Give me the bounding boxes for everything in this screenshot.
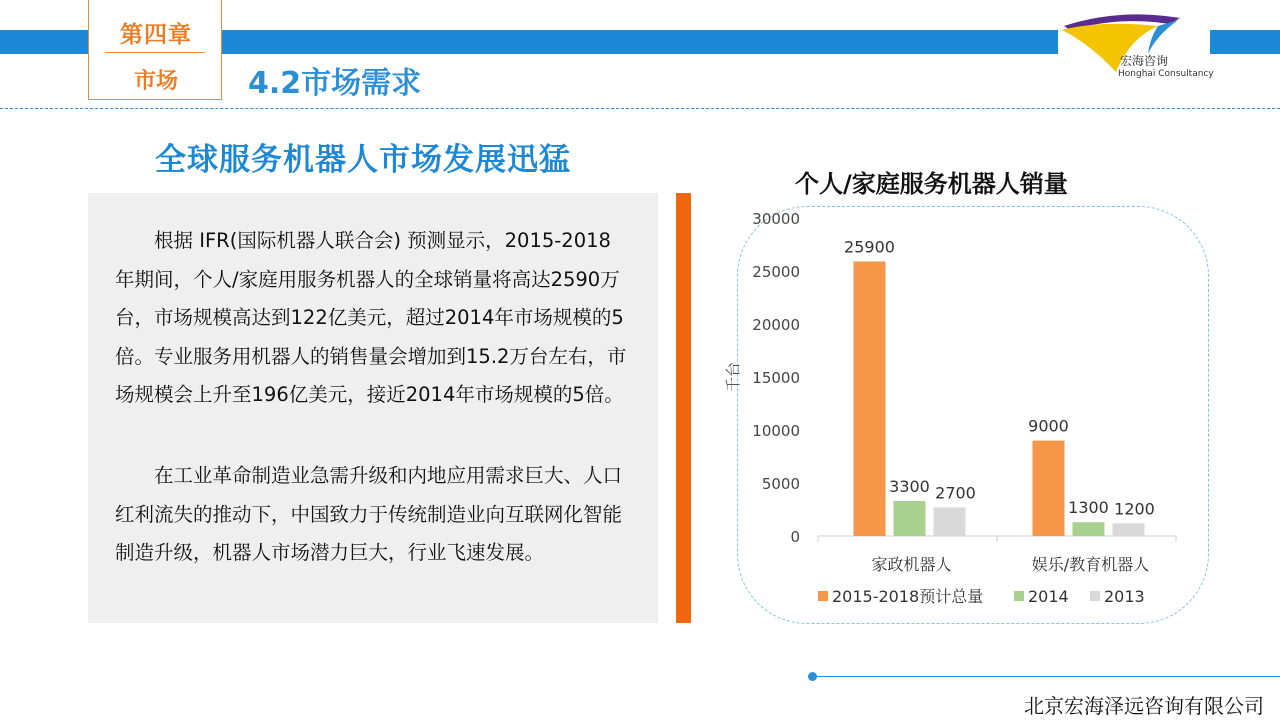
section-title: 4.2市场需求 [248,66,422,101]
data-label: 9000 [1028,416,1069,436]
bar [1073,522,1105,536]
legend-swatch [1090,591,1100,601]
footer-line [812,676,1280,677]
x-tick-label: 娱乐/教育机器人 [1031,555,1150,574]
data-label: 3300 [889,477,930,497]
header-bar-right [1210,30,1280,54]
y-tick-label: 15000 [752,369,800,387]
chapter-divider [105,52,205,53]
data-label: 1200 [1114,499,1155,519]
y-axis-label: 千台 [724,361,742,393]
main-heading: 全球服务机器人市场发展迅猛 [155,142,571,178]
footer-dot [808,672,817,681]
data-label: 1300 [1068,498,1109,518]
chart-title: 个人/家庭服务机器人销量 [795,170,1068,198]
bar [1113,523,1145,536]
bar [894,501,926,536]
logo-text-en: Honghai Consultancy [1118,69,1214,79]
y-tick-label: 5000 [761,475,800,493]
y-tick-label: 30000 [752,210,800,228]
legend-swatch [1014,591,1024,601]
data-label: 25900 [844,237,895,257]
chapter-box [88,0,222,100]
chapter-subtitle: 市场 [133,69,178,94]
legend-swatch [818,591,828,601]
chapter-title: 第四章 [120,22,192,48]
bar [934,507,966,536]
y-tick-label: 0 [790,528,800,546]
legend-label: 2014 [1028,587,1069,606]
paragraph-2: 在工业革命制造业急需升级和内地应用需求巨大、人口红利流失的推动下，中国致力于传统制造业向互联网化智能制造升级，机器人市场潜力巨大，行业飞速发展。 [115,464,623,564]
y-tick-label: 20000 [752,316,800,334]
company-name: 北京宏海泽远咨询有限公司 [1024,694,1264,718]
bar [854,261,886,536]
data-label: 2700 [935,483,976,503]
header-divider [0,108,1280,109]
bar [1033,441,1065,536]
paragraph-1: 根据 IFR(国际机器人联合会) 预测显示，2015-2018年期间，个人/家庭用服务机器人的全球销量将高达2590万台，市场规模高达到122亿美元，超过2014年市场规模的5倍。专业服务用机器人的销售量会增加到15.2万台左右，市场规模会上升至196亿美元，接近2014年市场规模的5倍。 [115,229,627,406]
y-tick-label: 25000 [752,263,800,281]
bar-chart [700,200,1200,620]
y-tick-label: 10000 [752,422,800,440]
x-tick-label: 家政机器人 [871,555,952,574]
logo-text-cn: 宏海咨询 [1120,54,1169,68]
accent-bar [676,193,691,623]
legend-label: 2013 [1104,587,1145,606]
legend-label: 2015-2018预计总量 [832,587,984,606]
